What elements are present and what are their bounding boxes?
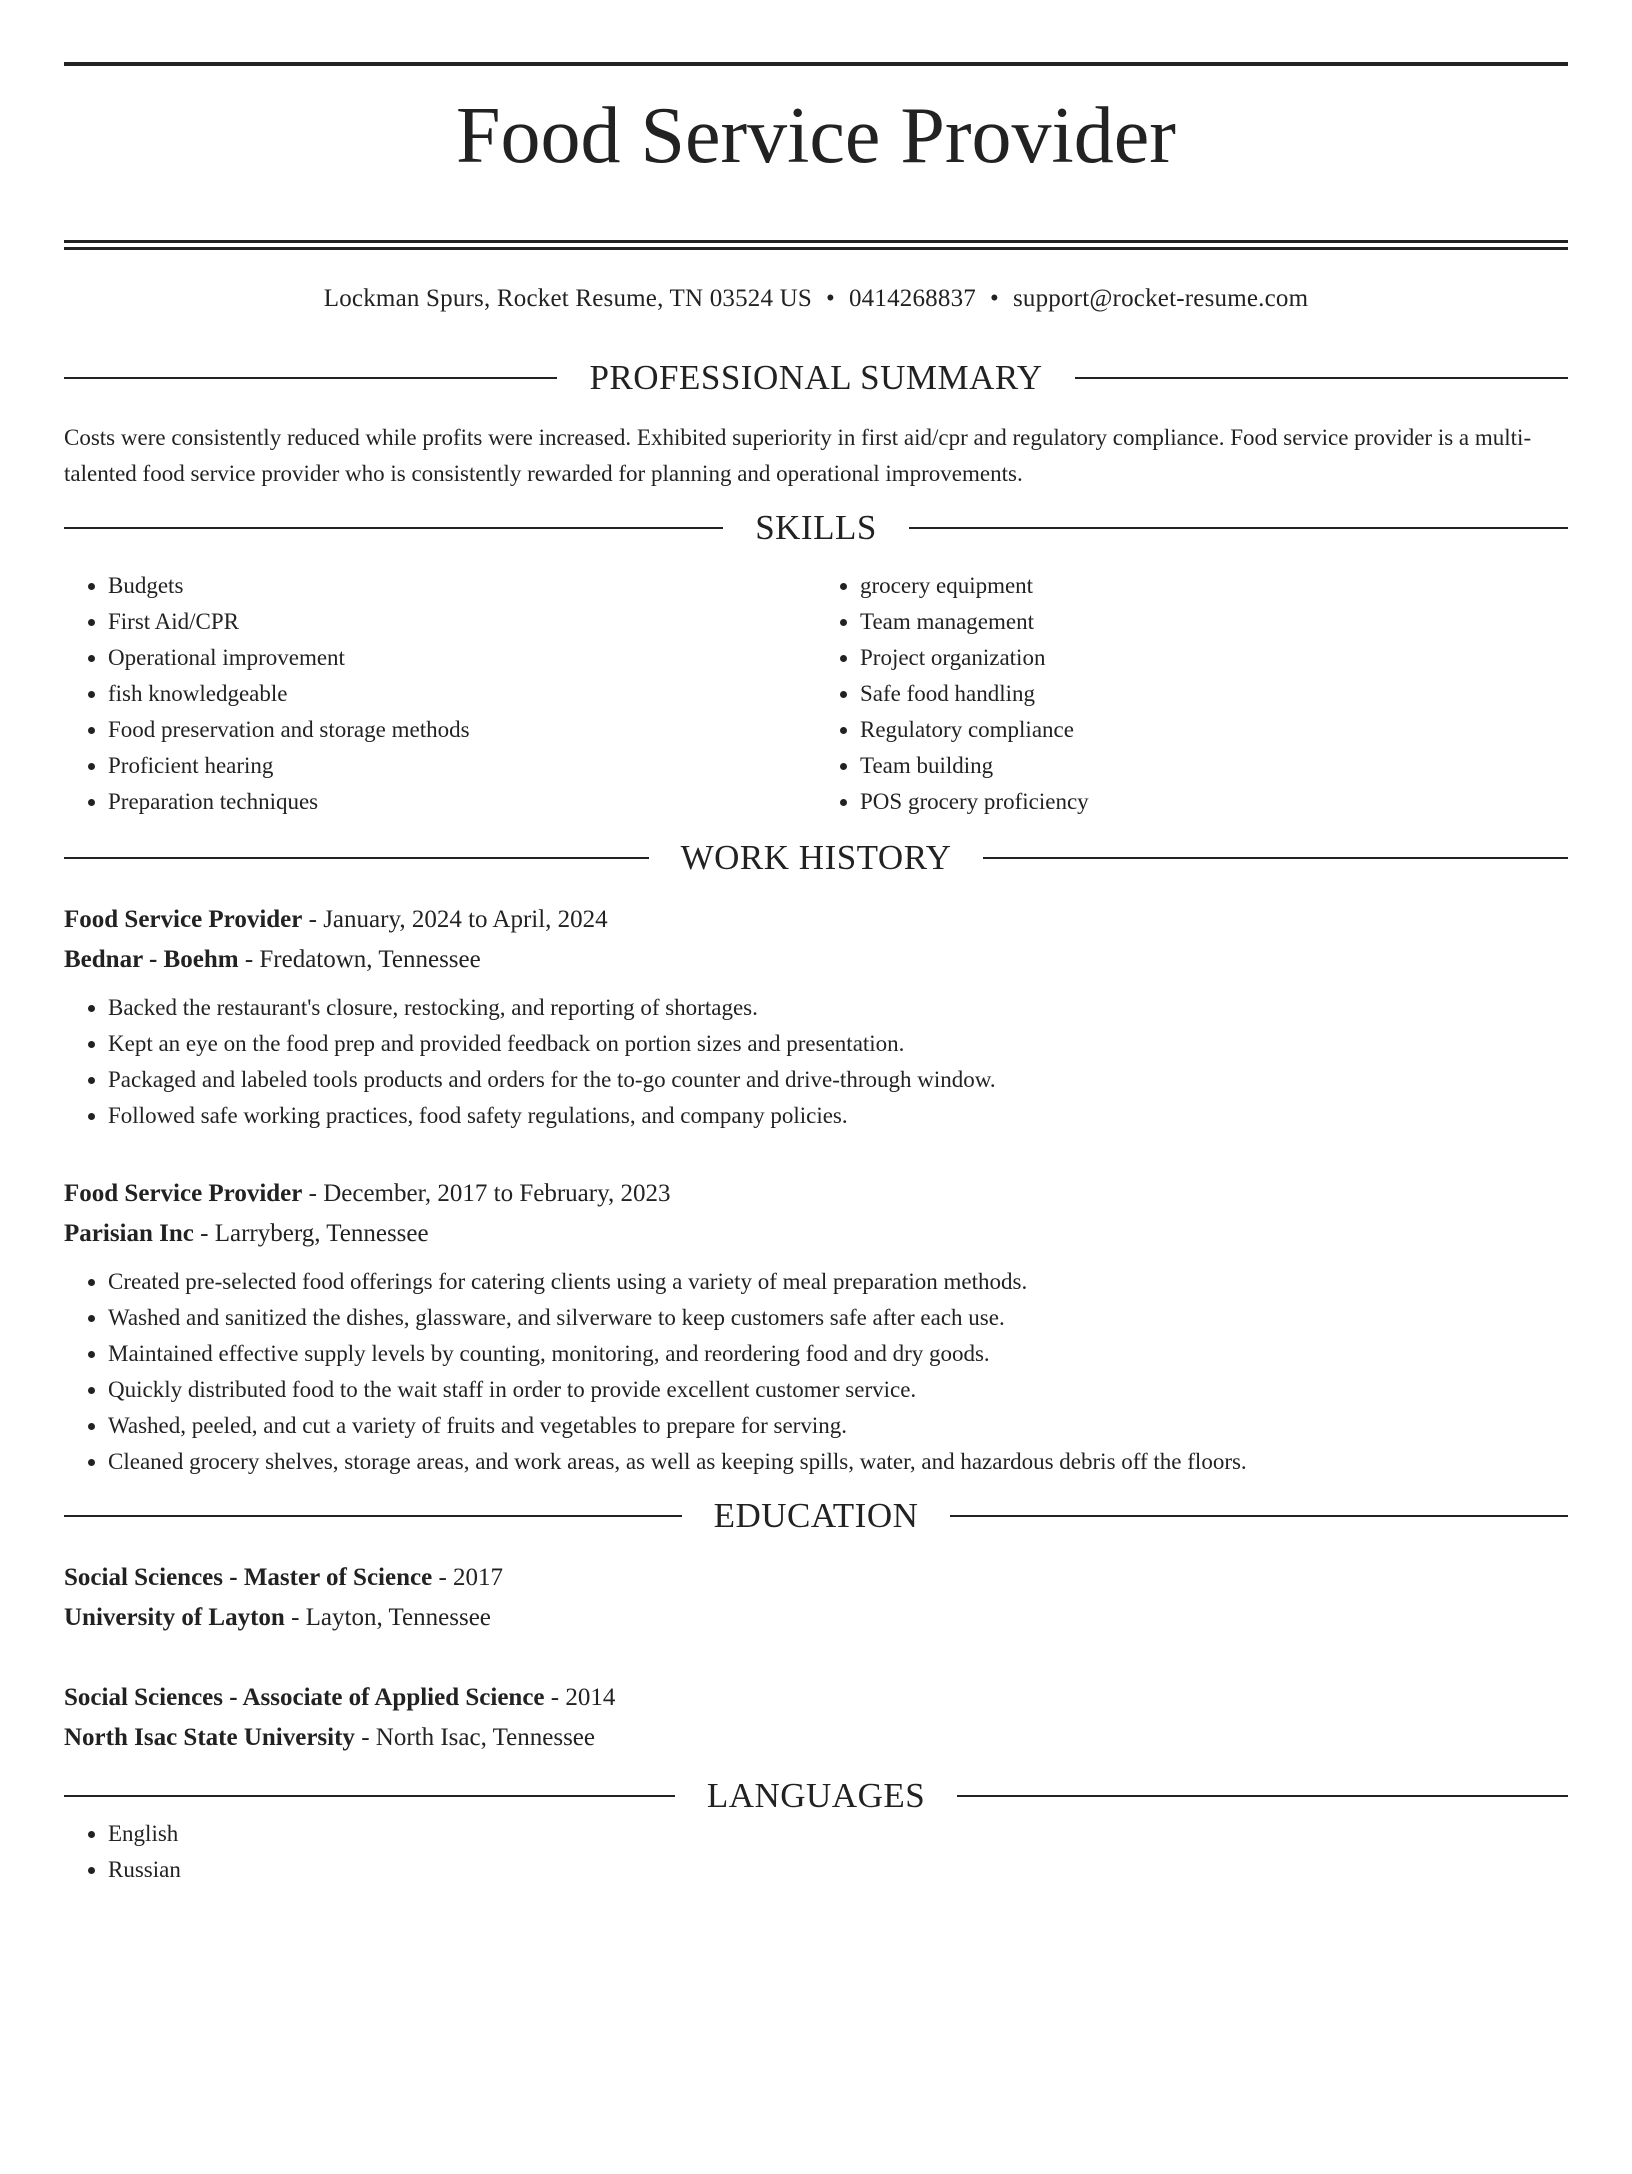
section-rule-left	[64, 377, 557, 379]
skill-item: • Team building	[860, 748, 1568, 784]
section-title-summary: PROFESSIONAL SUMMARY	[589, 358, 1043, 397]
section-header-education	[64, 1496, 1568, 1536]
education-degree: Social Sciences - Associate of Applied Science	[64, 1684, 545, 1711]
job-duties-list	[64, 990, 1568, 1134]
job-duty: • Kept an eye on the food prep and provided feedback on portion sizes and presentation.	[108, 1026, 1568, 1062]
job-duty: • Washed and sanitized the dishes, glassware, and silverware to keep customers safe after each use.	[108, 1300, 1568, 1336]
contact-line	[64, 284, 1568, 314]
contact-separator: •	[826, 285, 835, 312]
job-duty: • Washed, peeled, and cut a variety of fruits and vegetables to prepare for serving.	[108, 1408, 1568, 1444]
section-rule-left	[64, 527, 723, 529]
language-item: • Russian	[108, 1852, 1568, 1888]
job-dates: - December, 2017 to February, 2023	[302, 1180, 671, 1207]
job-duty: • Followed safe working practices, food safety regulations, and company policies.	[108, 1098, 1568, 1134]
education-school: University of Layton	[64, 1604, 285, 1631]
job-role: Food Service Provider	[64, 1180, 303, 1207]
section-header-skills	[64, 508, 1568, 548]
section-title-work: WORK HISTORY	[680, 838, 952, 877]
job-duty: • Quickly distributed food to the wait staff in order to provide excellent customer service.	[108, 1372, 1568, 1408]
education-degree: Social Sciences - Master of Science	[64, 1564, 433, 1591]
skill-item: • Regulatory compliance	[860, 712, 1568, 748]
section-header-work	[64, 838, 1568, 878]
contact-address: Lockman Spurs, Rocket Resume, TN 03524 US	[323, 285, 813, 312]
job-company: Bednar - Boehm	[64, 946, 239, 973]
education-school: North Isac State University	[64, 1724, 355, 1751]
job-location: - Larryberg, Tennessee	[193, 1220, 429, 1247]
summary-text: Costs were consistently reduced while profits were increased. Exhibited superiority in first aid/cpr and regulatory compliance. Food service provider is a multi-talented food service provider who is consistently rewarded for planning and operational improvements.	[64, 425, 1532, 486]
skill-item: • Budgets	[108, 568, 816, 604]
education-location: - Layton, Tennessee	[284, 1604, 491, 1631]
section-rule-right	[957, 1795, 1568, 1797]
job-title-line	[64, 900, 1568, 940]
education-entry	[64, 1678, 1568, 1758]
resume-title: Food Service Provider	[456, 92, 1176, 180]
section-rule-left	[64, 1795, 675, 1797]
job-duty: • Packaged and labeled tools products and orders for the to-go counter and drive-through window.	[108, 1062, 1568, 1098]
education-year: - 2014	[544, 1684, 616, 1711]
skill-item: • grocery equipment	[860, 568, 1568, 604]
section-rule-right	[909, 527, 1568, 529]
job-company-line	[64, 940, 1568, 980]
job-role: Food Service Provider	[64, 906, 303, 933]
skill-item: • fish knowledgeable	[108, 676, 816, 712]
resume-page	[0, 62, 1632, 2174]
skill-item: • Food preservation and storage methods	[108, 712, 816, 748]
job-duty: • Created pre-selected food offerings for catering clients using a variety of meal preparation methods.	[108, 1264, 1568, 1300]
job-company: Parisian Inc	[64, 1220, 194, 1247]
education-entry	[64, 1558, 1568, 1638]
job-duties-list	[64, 1264, 1568, 1480]
skill-item: • POS grocery proficiency	[860, 784, 1568, 820]
job-company-line	[64, 1214, 1568, 1254]
section-title-education: EDUCATION	[713, 1496, 919, 1535]
header-double-divider	[64, 240, 1568, 250]
skill-item: • First Aid/CPR	[108, 604, 816, 640]
skills-list-right	[816, 568, 1568, 820]
section-rule-right	[950, 1515, 1568, 1517]
skill-item: • Project organization	[860, 640, 1568, 676]
section-header-summary	[64, 358, 1568, 398]
contact-separator: •	[989, 285, 999, 312]
education-school-line	[64, 1718, 1568, 1758]
section-header-languages	[64, 1776, 1568, 1816]
section-rule-left	[64, 857, 649, 859]
job-duty: • Backed the restaurant's closure, restocking, and reporting of shortages.	[108, 990, 1568, 1026]
language-item: • English	[108, 1816, 1568, 1852]
skills-grid	[64, 568, 1568, 820]
contact-phone: 0414268837	[848, 285, 976, 312]
section-title-languages: LANGUAGES	[706, 1776, 926, 1815]
job-entry	[64, 900, 1568, 1134]
skill-item: • Preparation techniques	[108, 784, 816, 820]
section-rule-right	[1075, 377, 1568, 379]
skill-item: • Safe food handling	[860, 676, 1568, 712]
education-year: - 2017	[432, 1564, 504, 1591]
contact-email: support@rocket-resume.com	[1012, 285, 1309, 312]
job-title-line	[64, 1174, 1568, 1214]
job-duty: • Cleaned grocery shelves, storage areas, and work areas, as well as keeping spills, water, and hazardous debris off the floors.	[108, 1444, 1568, 1480]
section-rule-right	[983, 857, 1568, 859]
job-dates: - January, 2024 to April, 2024	[302, 906, 608, 933]
skills-list-left	[64, 568, 816, 820]
education-degree-line	[64, 1678, 1568, 1718]
skill-item: • Team management	[860, 604, 1568, 640]
education-location: - North Isac, Tennessee	[354, 1724, 596, 1751]
skills-column-right	[816, 568, 1568, 820]
education-school-line	[64, 1598, 1568, 1638]
section-rule-left	[64, 1515, 682, 1517]
education-degree-line	[64, 1558, 1568, 1598]
section-title-skills: SKILLS	[755, 508, 877, 547]
skill-item: • Proficient hearing	[108, 748, 816, 784]
languages-list	[64, 1816, 1568, 1888]
job-location: - Fredatown, Tennessee	[238, 946, 481, 973]
job-entry	[64, 1174, 1568, 1480]
job-duty: • Maintained effective supply levels by counting, monitoring, and reordering food and dry goods.	[108, 1336, 1568, 1372]
skills-column-left	[64, 568, 816, 820]
skill-item: • Operational improvement	[108, 640, 816, 676]
